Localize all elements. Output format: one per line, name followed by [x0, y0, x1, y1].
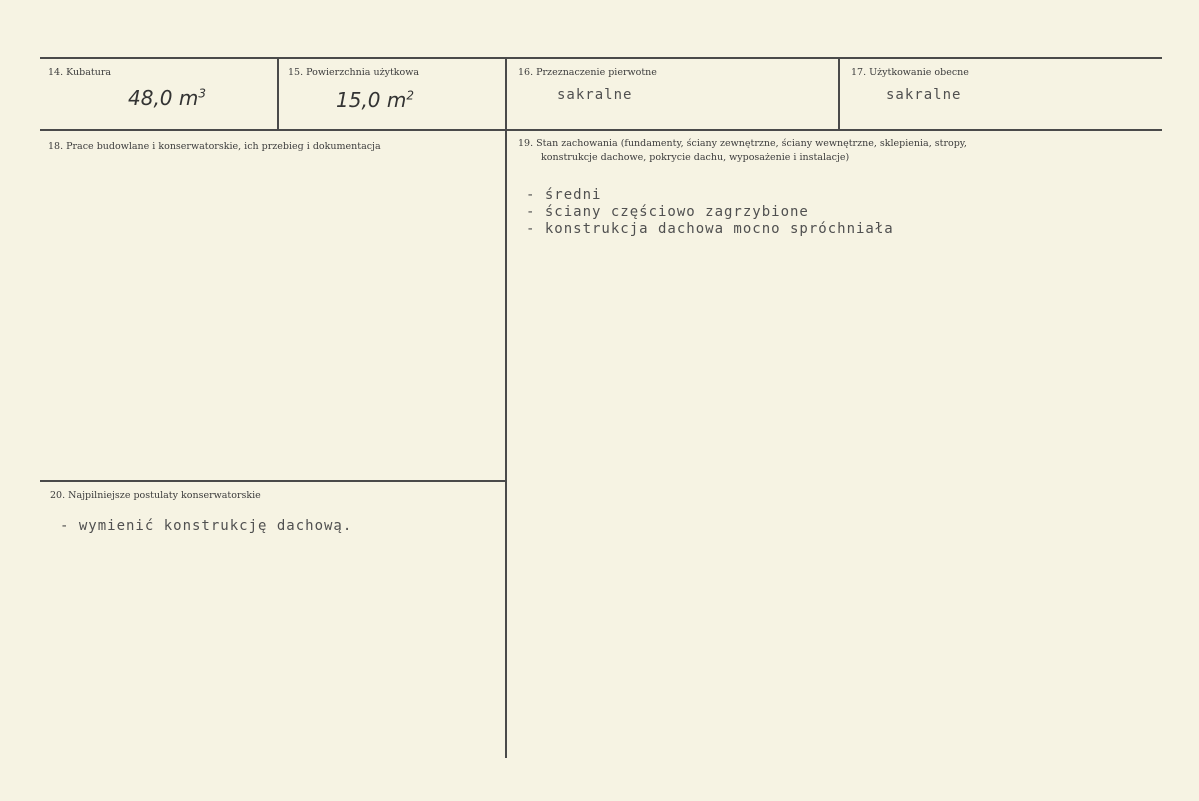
top-rule: [40, 57, 1162, 59]
row-divider-rule: [40, 129, 1162, 131]
field-18-label: 18. Prace budowlane i konserwatorskie, ich przebieg i dokumentacja: [48, 141, 381, 152]
field-15-number: 15,0 m: [336, 88, 407, 112]
field-15-value: [336, 88, 414, 112]
divider-14-15: [277, 58, 279, 130]
divider-15-16: [505, 58, 507, 758]
field-14-number: 48,0 m: [128, 86, 199, 110]
field-19-label-line1: 19. Stan zachowania (fundamenty, ściany zewnętrzne, ściany wewnętrzne, sklepienia, stropy,: [518, 138, 967, 149]
field-16-value: sakralne: [557, 87, 633, 103]
field-14-unit-exponent: 3: [198, 86, 207, 101]
list-item: - konstrukcja dachowa mocno spróchniała: [526, 221, 894, 237]
field-15-label: 15. Powierzchnia użytkowa: [288, 67, 420, 78]
list-item: - ściany częściowo zagrzybione: [526, 204, 809, 220]
list-item: - średni: [526, 187, 602, 203]
field-17-value: sakralne: [886, 87, 962, 103]
divider-16-17: [838, 58, 840, 130]
field-16-label: 16. Przeznaczenie pierwotne: [518, 67, 657, 78]
field-19-label-line2: konstrukcje dachowe, pokrycie dachu, wyposażenie i instalacje): [541, 152, 850, 163]
field-19-condition-list: [526, 187, 894, 238]
field-20-value: - wymienić konstrukcję dachową.: [60, 518, 353, 534]
field-17-label: 17. Użytkowanie obecne: [851, 67, 969, 78]
field-20-label: 20. Najpilniejsze postulaty konserwatorskie: [50, 490, 261, 501]
section-20-rule: [40, 480, 505, 482]
field-14-label: 14. Kubatura: [48, 67, 112, 78]
field-14-value: [128, 86, 206, 110]
field-15-unit-exponent: 2: [406, 88, 415, 103]
